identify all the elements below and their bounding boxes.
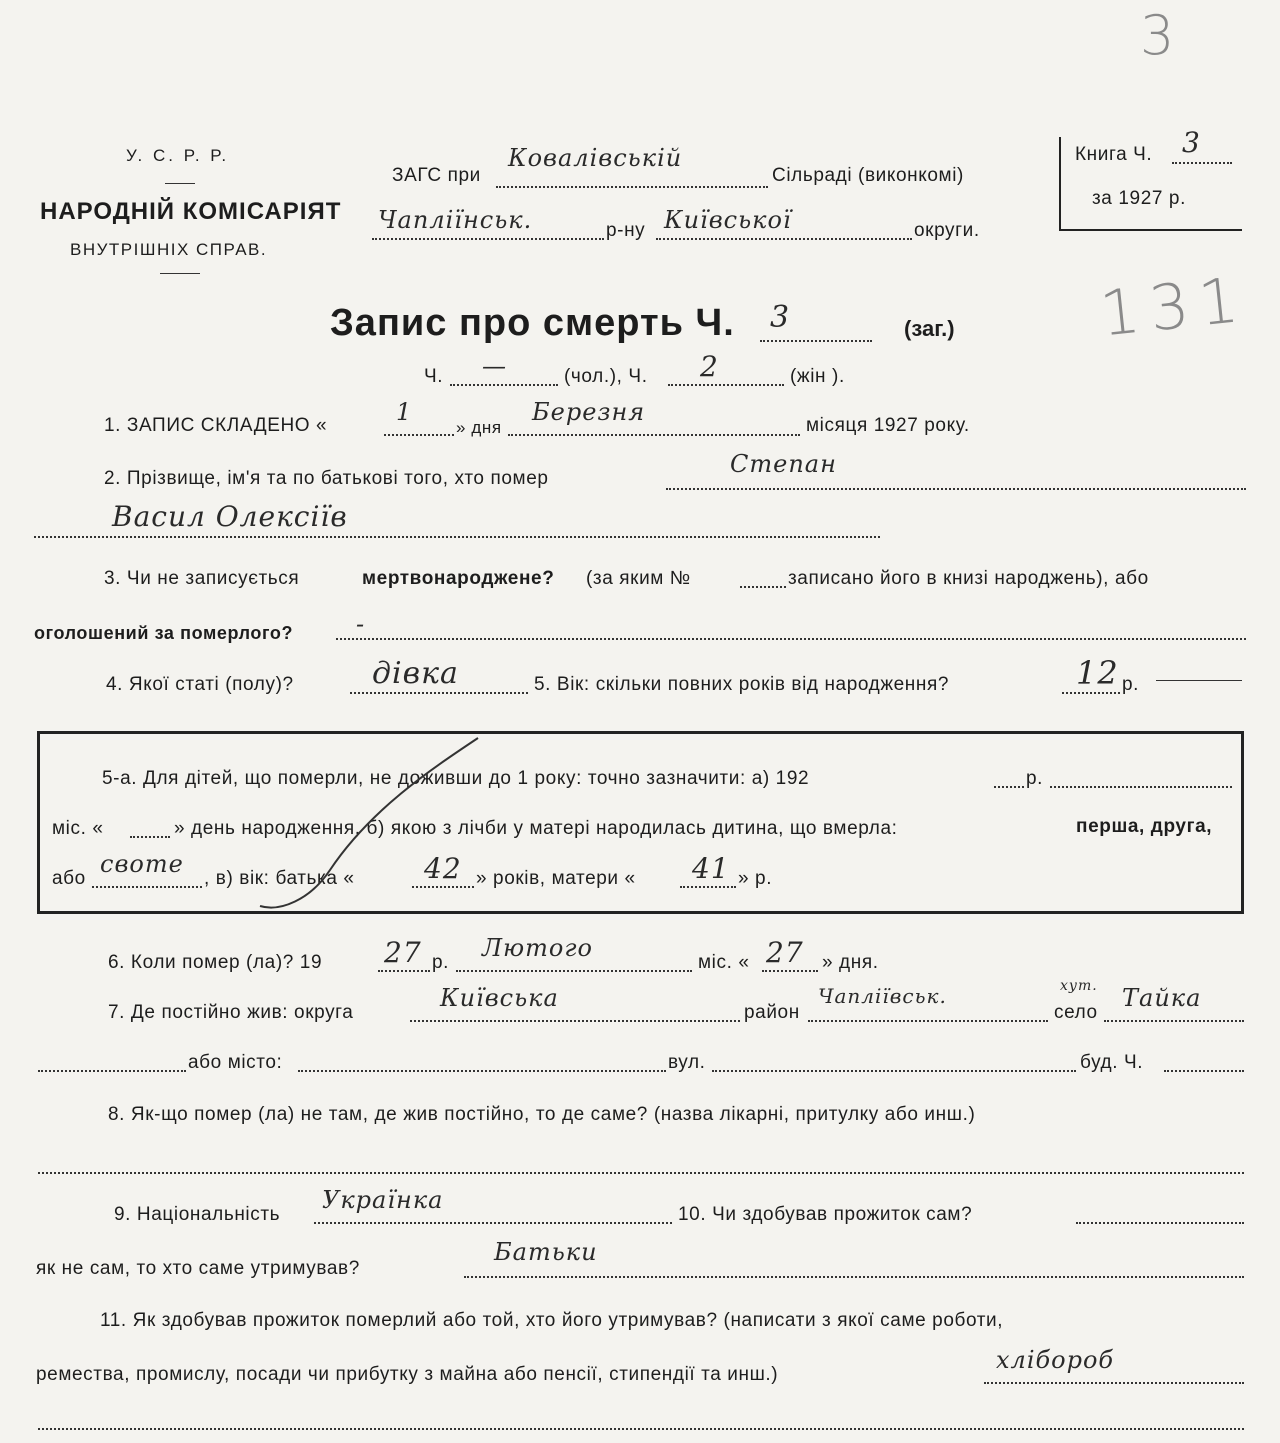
field11-line: [984, 1382, 1244, 1384]
commissariat-label: НАРОДНІЙ КОМІСАРІЯТ: [40, 198, 342, 225]
record-number-line: [760, 340, 872, 342]
field1-month: Березня: [532, 398, 646, 426]
field5-line: [1062, 692, 1120, 694]
field9-line: [314, 1222, 672, 1224]
field5-age: 12: [1076, 654, 1119, 692]
field7-misto-pre-line: [38, 1070, 186, 1072]
male-count: —: [482, 352, 507, 380]
field10b-label: як не сам, то хто саме утримував?: [36, 1258, 360, 1279]
female-label: (жін ).: [790, 366, 845, 387]
field1-day: 1: [396, 398, 413, 426]
field7-raion: Чапліївськ.: [818, 984, 947, 1008]
field3-label-e: оголошений за померлого?: [34, 623, 294, 643]
record-title: Запис про смерть Ч.: [330, 302, 735, 344]
field6-tail: » дня.: [822, 952, 879, 973]
republic-label: У. С. Р. Р.: [126, 146, 230, 165]
field7-vul-label: вул.: [668, 1052, 706, 1073]
field7-raion-label: район: [744, 1002, 800, 1023]
field2-name2: Васил Олексіїв: [112, 500, 348, 533]
council-name: Ковалівській: [508, 144, 683, 172]
field5a-line2-a: міс. «: [52, 818, 104, 839]
field8-line: [38, 1172, 1244, 1174]
pencil-page-number: 3: [1140, 4, 1185, 67]
field5a-line3-d: » р.: [738, 868, 773, 889]
field5a-line3-a: або: [52, 868, 86, 889]
department-label: ВНУТРІШНІХ СПРАВ.: [70, 240, 268, 259]
field6-day: 27: [766, 936, 804, 969]
field7-selo: Тайка: [1122, 984, 1202, 1012]
field7-raion-line: [808, 1020, 1048, 1022]
field5a-third: своте: [100, 850, 184, 878]
field7-vul-line: [712, 1070, 1076, 1072]
field10b-value: Батьки: [494, 1238, 598, 1266]
field3-label-d: записано його в книзі народжень), або: [788, 568, 1149, 589]
field5-dash: [1156, 680, 1242, 681]
district-field-line: [372, 238, 604, 240]
book-year: за 1927 р.: [1092, 188, 1186, 209]
field2-name-line: [666, 488, 1246, 490]
book-number-line: [1172, 162, 1232, 164]
field5a-line1: 5-а. Для дітей, що померли, не доживши до 1 року: точно зазначити: а) 192: [102, 768, 810, 789]
field3-label-c: (за яким №: [586, 568, 691, 589]
field5a-year-line: [994, 786, 1024, 788]
field5a-mother-age: 41: [692, 852, 730, 885]
field2-name2-line: [34, 536, 880, 538]
field5a-line3-c: » років, матери «: [476, 868, 636, 889]
field5a-father-age: 42: [424, 852, 462, 885]
ch-label: Ч.: [424, 366, 444, 387]
field3-number-line: [740, 586, 786, 588]
field3-label-a: 3. Чи не записується: [104, 568, 300, 589]
field1-label: 1. ЗАПИС СКЛАДЕНО «: [104, 415, 328, 436]
field9-label: 9. Національність: [114, 1204, 281, 1225]
field11-value: хлібороб: [996, 1346, 1115, 1374]
field5a-line2-bold: перша, друга,: [1076, 816, 1213, 837]
district-name: Чапліїнськ.: [378, 206, 533, 234]
field4-label: 4. Якої статі (полу)?: [106, 674, 294, 695]
record-number: 3: [770, 300, 791, 335]
divider: [165, 183, 195, 184]
field7-bud-line: [1164, 1070, 1244, 1072]
field6-year: 27: [384, 936, 422, 969]
field7-okruha: Київська: [440, 984, 559, 1012]
field7-selo-label: село: [1054, 1002, 1098, 1023]
field1-day-label: » дня: [456, 418, 502, 437]
field5a-year-tail-line: [1050, 786, 1232, 788]
field5a-line1-tail: р.: [1026, 768, 1044, 789]
field5a-line3-b: , в) вік: батька «: [204, 868, 355, 889]
female-count-line: [668, 384, 784, 386]
book-box-border: [1059, 137, 1061, 229]
zags-prefix: ЗАГС при: [392, 165, 481, 186]
male-count-line: [450, 384, 558, 386]
field10-line: [1076, 1222, 1244, 1224]
pencil-margin-number: 131: [1096, 262, 1252, 351]
field11-line2: ремества, промислу, посади чи прибутку з майна або пенсії, стипендії та инш.): [36, 1364, 779, 1385]
field5-age-suffix: р.: [1122, 674, 1140, 695]
council-suffix: Сільраді (виконкомі): [772, 165, 964, 186]
strike-mark: [250, 730, 490, 920]
field6-year-line: [378, 970, 430, 972]
field10-label: 10. Чи здобував прожиток сам?: [678, 1204, 973, 1225]
field6-day-line: [762, 970, 818, 972]
field7-bud-label: буд. Ч.: [1080, 1052, 1144, 1073]
record-suffix: (заг.): [904, 316, 955, 341]
field7-okruha-line: [410, 1020, 740, 1022]
field11-line2-line: [38, 1428, 1244, 1430]
field7-label: 7. Де постійно жив: округа: [108, 1002, 354, 1023]
field2-name: Степан: [730, 450, 837, 478]
field5a-mother-line: [680, 886, 736, 888]
field7-misto-label: або місто:: [188, 1052, 283, 1073]
field3-label-b: мертвонароджене?: [362, 568, 555, 589]
field3-value: -: [356, 610, 366, 638]
okruha-field-line: [656, 238, 912, 240]
council-field-line: [496, 186, 768, 188]
field5-label: 5. Вік: скільки повних років від народження?: [534, 674, 950, 695]
male-label: (чол.), Ч.: [564, 366, 648, 387]
book-box-border: [1059, 229, 1242, 231]
field5a-line2-b: » день народження, б) якою з лічби у матері народилась дитина, що вмерла:: [174, 818, 898, 839]
field7-hutir: хут.: [1060, 978, 1098, 994]
field7-misto-line: [298, 1070, 666, 1072]
field7-selo-line: [1104, 1020, 1244, 1022]
field10b-line: [464, 1276, 1244, 1278]
district-label: р-ну: [606, 220, 646, 241]
field1-month-line: [508, 434, 800, 436]
divider: [160, 273, 200, 274]
book-label: Книга Ч.: [1075, 144, 1153, 165]
field3-line: [336, 638, 1246, 640]
field6-month-line: [456, 970, 692, 972]
field1-day-line: [384, 434, 454, 436]
field9-value: Українка: [322, 1186, 444, 1214]
field1-tail: місяця 1927 року.: [806, 415, 970, 436]
field4-value: дівка: [372, 656, 459, 691]
okruha-label: округи.: [914, 220, 980, 241]
field5a-month-line: [130, 836, 170, 838]
field8-label: 8. Як-що помер (ла) не там, де жив постійно, то де саме? (назва лікарні, притулку або инш.): [108, 1104, 976, 1125]
field2-label: 2. Прізвище, ім'я та по батькові того, хто помер: [104, 468, 549, 489]
field6-p: р.: [432, 952, 450, 973]
book-number: 3: [1182, 126, 1201, 159]
field11-line1: 11. Як здобував прожиток померлий або той, хто його утримував? (написати з якої саме роботи,: [100, 1310, 1004, 1331]
field6-mis: міс. «: [698, 952, 750, 973]
field4-line: [350, 692, 528, 694]
field6-month: Лютого: [482, 934, 593, 962]
female-count: 2: [700, 350, 719, 383]
okruha-name: Київської: [664, 206, 792, 234]
field5a-third-line: [92, 886, 202, 888]
field6-label: 6. Коли помер (ла)? 19: [108, 952, 323, 973]
